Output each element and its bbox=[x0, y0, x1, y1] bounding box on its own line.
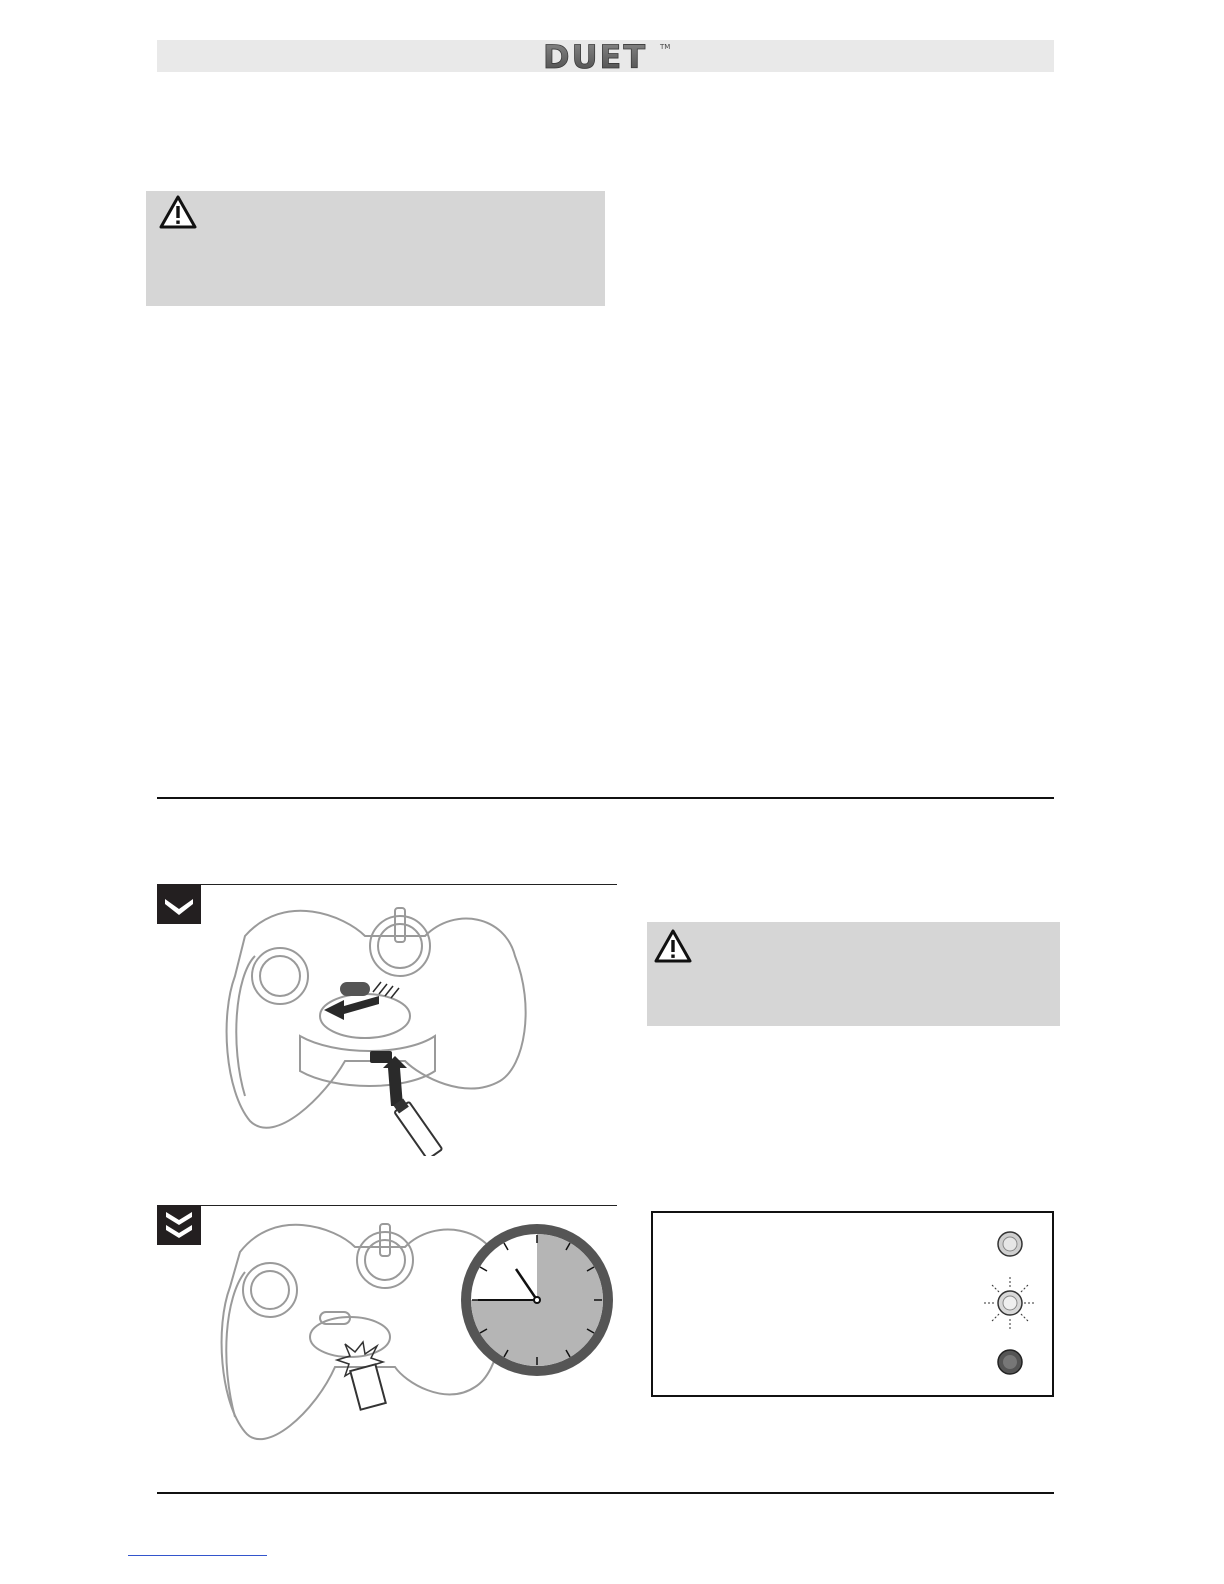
step1-badge bbox=[157, 884, 201, 924]
footer-divider bbox=[157, 1492, 1054, 1494]
warning-box-top bbox=[146, 191, 605, 306]
led-status-panel bbox=[651, 1211, 1054, 1397]
brand-logo bbox=[157, 40, 1054, 72]
warning-box-right bbox=[647, 922, 1060, 1026]
header-bar bbox=[157, 40, 1054, 72]
clock-icon bbox=[458, 1221, 616, 1379]
led-flashing-icon bbox=[980, 1275, 1040, 1331]
section-divider bbox=[157, 797, 1054, 799]
warning-triangle-icon bbox=[158, 194, 198, 230]
step2-rule bbox=[157, 1205, 617, 1206]
led-solid-icon bbox=[995, 1347, 1025, 1377]
step2-badge bbox=[157, 1205, 201, 1245]
double-chevron-down-icon bbox=[157, 1205, 201, 1245]
chevron-down-icon bbox=[157, 884, 201, 924]
step1-rule bbox=[157, 884, 617, 885]
led-off-icon bbox=[995, 1229, 1025, 1259]
brand-wordmark: DUET bbox=[543, 40, 648, 72]
trademark-mark: TM bbox=[660, 43, 671, 51]
transmitter-charging-connection-figure bbox=[205, 896, 545, 1156]
page-link-underline[interactable] bbox=[128, 1555, 267, 1556]
warning-triangle-icon bbox=[653, 928, 693, 964]
